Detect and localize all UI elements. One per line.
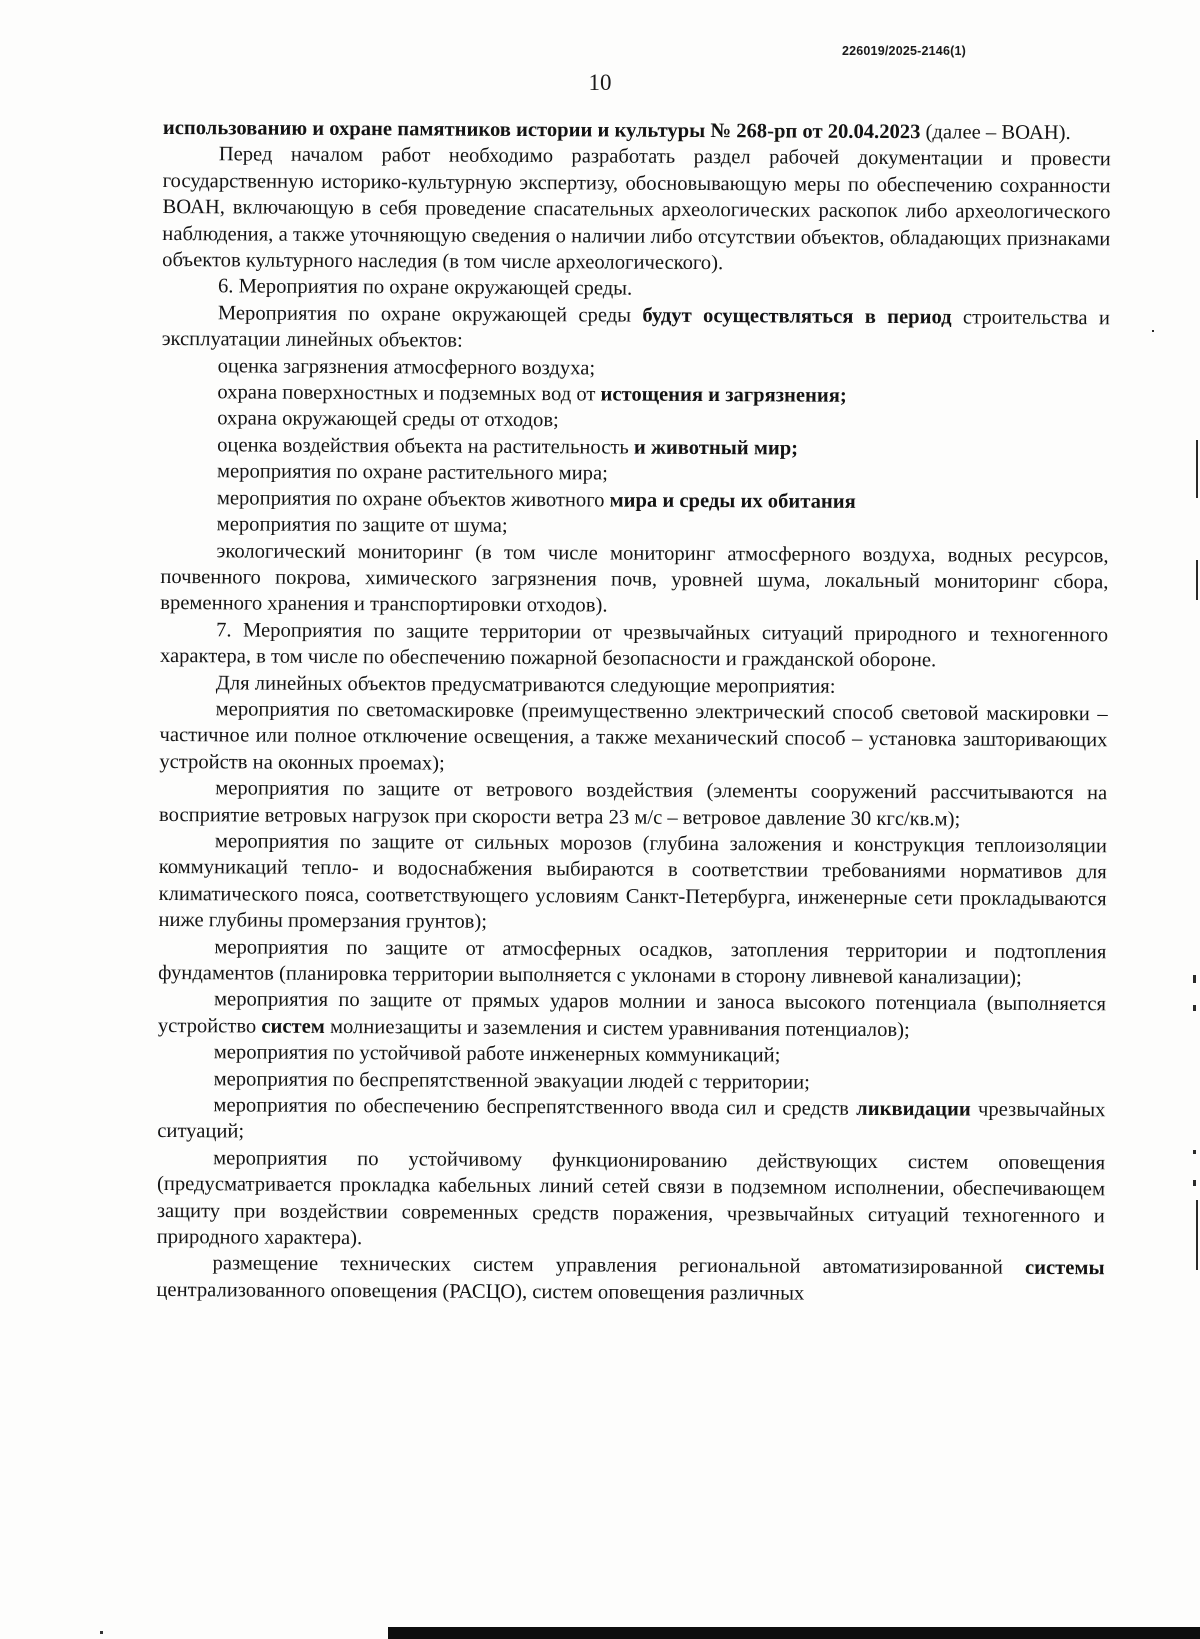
document-body bbox=[156, 115, 1111, 1309]
bold-text-run: системы bbox=[1024, 1257, 1105, 1280]
text-run: охрана окружающей среды от отходов; bbox=[217, 407, 559, 432]
text-run: Мероприятия по охране окружающей среды bbox=[217, 302, 643, 327]
text-run: мероприятия по охране растительного мира; bbox=[216, 460, 608, 485]
bold-text-run: будут осуществляться в период bbox=[642, 304, 952, 329]
text-run: мероприятия по устойчивому функционированию действующих систем оповещения (предусматривается прокладка кабельных линий сетей связи в подземном исполнении, обеспечивающем защиту при воздействии современных средств поражения, чрезвычайных ситуаций техногенного и природного характера). bbox=[156, 1147, 1106, 1250]
text-run: размещение технических систем управления региональной автоматизированной bbox=[212, 1252, 1026, 1280]
scan-edge-mark bbox=[1193, 1150, 1196, 1154]
paragraph bbox=[157, 1145, 1106, 1256]
text-run: охрана поверхностных и подземных вод от bbox=[217, 381, 601, 406]
text-run: 6. Мероприятия по охране окружающей среды. bbox=[217, 275, 633, 301]
text-run: мероприятия по защите от сильных морозов (глубина заложения и конструкция теплоизоляции коммуникаций тепло- и водоснабжения выбираются в соответствии требованиями нормативов для климатического пояса, соответствующего условиям Санкт-Петербурга, инженерные сети прокладываются ниже глубины промерзания грунтов); bbox=[158, 830, 1107, 934]
paragraph bbox=[159, 696, 1107, 781]
bold-text-run: и животный мир; bbox=[633, 436, 799, 460]
text-run: мероприятия по защите от шума; bbox=[216, 513, 508, 538]
bold-text-run: ликвидации bbox=[856, 1097, 971, 1121]
scan-edge-mark bbox=[1152, 330, 1154, 332]
text-run: чрезвычайных ситуаций; bbox=[157, 1098, 1106, 1143]
scan-edge-mark bbox=[1196, 560, 1198, 600]
text-run: (далее – ВОАН). bbox=[920, 121, 1071, 145]
text-run: мероприятия по защите от атмосферных осадков, затопления территории и подтопления фундаментов (планировка территории выполняется с уклонами в сторону ливневой канализации); bbox=[158, 935, 1107, 989]
paragraph bbox=[160, 617, 1108, 675]
scan-edge-mark bbox=[1193, 1005, 1196, 1011]
text-run: оценка воздействия объекта на растительность bbox=[217, 434, 635, 459]
bold-text-run: систем bbox=[261, 1015, 325, 1038]
paragraph bbox=[158, 986, 1106, 1044]
text-run: централизованного оповещения (РАСЦО), систем оповещения различных bbox=[156, 1278, 805, 1305]
bold-text-run: использованию и охране памятников истории и культуры № 268-рп от 20.04.2023 bbox=[162, 116, 921, 144]
text-run: молниезащиты и заземления и систем уравнивания потенциалов); bbox=[324, 1015, 910, 1041]
text-run: мероприятия по светомаскировке (преимущественно электрический способ световой маскировки – частичное или полное отключение освещения, а также механический способ – установка зашторивающих устройств на оконных проемах); bbox=[159, 698, 1108, 775]
bold-text-run: мира и среды их обитания bbox=[609, 489, 856, 513]
text-run: Для линейных объектов предусматриваются следующие мероприятия: bbox=[215, 671, 836, 698]
text-run: мероприятия по обеспечению беспрепятственного ввода сил и средств bbox=[213, 1094, 857, 1120]
text-run: экологический мониторинг (в том числе мониторинг атмосферного воздуха, водных ресурсов, почвенного покрова, химического загрязнения почв, уровней шума, локальный мониторинг сбора, временного хранения и транспортировки отходов). bbox=[160, 539, 1109, 617]
text-run: мероприятия по защите от ветрового воздействия (элементы сооружений рассчитываются на восприятие ветровых нагрузок при скорости ветра 23 м/с – ветровое давление 30 кгс/кв.м); bbox=[159, 777, 1108, 831]
text-run: 7. Мероприятия по защите территории от чрезвычайных ситуаций природного и техногенного характера, в том числе по обеспечению пожарной безопасности и гражданской обороне. bbox=[159, 619, 1109, 672]
paragraph bbox=[162, 141, 1111, 278]
paragraph bbox=[162, 300, 1110, 358]
scan-edge-mark bbox=[1193, 975, 1196, 983]
text-run: мероприятия по защите от прямых ударов молнии и заноса высокого потенциала (выполняется устройство bbox=[157, 988, 1107, 1038]
scan-edge-mark bbox=[1196, 440, 1198, 498]
paragraph bbox=[159, 775, 1107, 833]
document-id: 226019/2025-2146(1) bbox=[841, 44, 966, 58]
paragraph bbox=[158, 934, 1106, 992]
text-run: строительства и эксплуатации линейных объектов: bbox=[161, 306, 1110, 352]
scan-edge-mark bbox=[1196, 1200, 1198, 1270]
scan-speck bbox=[100, 1631, 103, 1634]
paragraph bbox=[157, 1092, 1105, 1150]
scan-bottom-edge bbox=[388, 1627, 1200, 1639]
text-run: Перед началом работ необходимо разработать раздел рабочей документации и провести государственную историко-культурную экспертизу, обосновывающую меры по обеспечению сохранности ВОАН, включающую в себя проведение спасательных археологических раскопок либо археологического наблюдения, а также уточняющую сведения о наличии либо отсутствии объектов, обладающих признаками объектов культурного наследия (в том числе археологического). bbox=[162, 143, 1111, 275]
text-run: оценка загрязнения атмосферного воздуха; bbox=[217, 354, 596, 380]
paragraph bbox=[156, 1250, 1104, 1308]
text-run: мероприятия по охране объектов животного bbox=[216, 486, 610, 512]
scan-edge-mark bbox=[1193, 1180, 1196, 1186]
bold-text-run: истощения и загрязнения; bbox=[600, 383, 847, 407]
paragraph bbox=[160, 537, 1108, 622]
text-run: мероприятия по беспрепятственной эвакуации людей с территории; bbox=[213, 1067, 811, 1094]
text-run: мероприятия по устойчивой работе инженерных коммуникаций; bbox=[213, 1041, 781, 1067]
page-number: 10 bbox=[588, 70, 612, 95]
paragraph bbox=[158, 828, 1107, 939]
